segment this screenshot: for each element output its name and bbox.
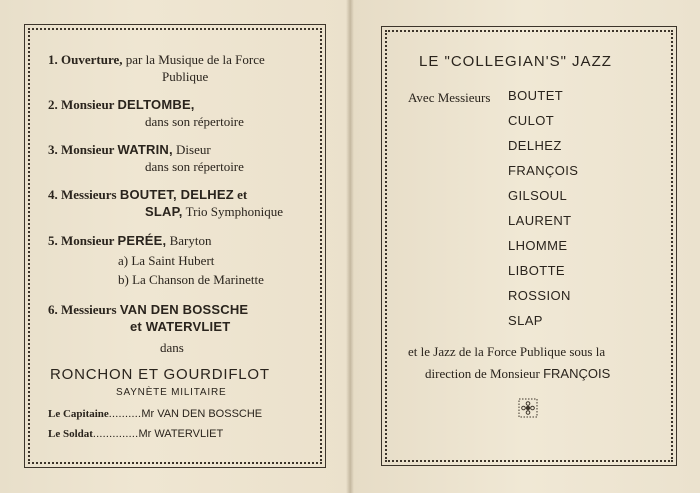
item-prefix: Messieurs — [61, 187, 120, 202]
performer-name: DELTOMBE, — [117, 97, 195, 112]
performer-name: PERÉE, — [117, 233, 167, 248]
conductor-name: FRANÇOIS — [543, 366, 611, 381]
item-text: Diseur — [172, 142, 211, 157]
item-2-line2: dans son répertoire — [145, 114, 244, 129]
item-4-line2 — [145, 204, 283, 220]
program-item-2 — [48, 96, 195, 113]
item-number: 4. — [48, 187, 58, 202]
item-number: 1. — [48, 52, 58, 67]
musician-name: SLAP — [508, 313, 543, 328]
item-prefix: Monsieur — [61, 233, 118, 248]
item-5-sub-b: b) La Chanson de Marinette — [118, 272, 264, 287]
item-prefix: Monsieur — [61, 97, 118, 112]
item-number: 6. — [48, 302, 58, 317]
musician-name: ROSSION — [508, 288, 571, 303]
program-item-5 — [48, 232, 212, 249]
cast-leader-dots: .............. — [92, 428, 139, 440]
item-3-line2: dans son répertoire — [145, 159, 244, 174]
closing-line-2 — [425, 366, 610, 382]
item-1-line2: Publique — [162, 69, 209, 84]
musician-name: LIBOTTE — [508, 263, 565, 278]
musician-name: LHOMME — [508, 238, 568, 253]
performer-name: BOUTET, DELHEZ — [119, 187, 234, 202]
item-6-line3: dans — [160, 340, 184, 355]
play-subtitle: SAYNÈTE MILITAIRE — [116, 387, 227, 398]
musician-name: FRANÇOIS — [508, 163, 579, 178]
item-prefix: Monsieur — [61, 142, 118, 157]
program-item-6 — [48, 301, 248, 318]
flower-ornament-icon — [518, 398, 538, 418]
cast-row-captain — [48, 408, 262, 420]
musician-name: LAURENT — [508, 213, 572, 228]
item-text: par la Musique de la Force — [122, 52, 265, 67]
closing-line-1: et le Jazz de la Force Publique sous la — [408, 344, 606, 359]
play-title: RONCHON ET GOURDIFLOT — [50, 366, 270, 383]
program-item-1 — [48, 51, 265, 68]
musician-name: CULOT — [508, 113, 555, 128]
closing-text: direction de Monsieur — [425, 366, 544, 381]
item-text: Trio Symphonique — [182, 204, 284, 219]
item-number: 3. — [48, 142, 58, 157]
cast-actor: Mr VAN DEN BOSSCHE — [141, 408, 263, 420]
item-text: et — [233, 187, 248, 202]
program-item-4 — [48, 186, 247, 203]
item-number: 5. — [48, 233, 58, 248]
performer-name: SLAP, — [145, 204, 183, 219]
page-fold — [346, 0, 354, 493]
item-text: Baryton — [166, 233, 212, 248]
musician-name: DELHEZ — [508, 138, 562, 153]
intro-text: Avec Messieurs — [408, 90, 491, 105]
performer-name: WATRIN, — [117, 142, 173, 157]
cast-role: Le Capitaine — [48, 408, 109, 420]
item-5-sub-a: a) La Saint Hubert — [118, 253, 215, 268]
item-prefix: Messieurs — [61, 302, 120, 317]
cast-role: Le Soldat — [48, 428, 93, 440]
musician-name: GILSOUL — [508, 188, 568, 203]
program-item-3 — [48, 141, 211, 158]
cast-leader-dots: .......... — [108, 408, 142, 420]
item-number: 2. — [48, 97, 58, 112]
cast-actor: Mr WATERVLIET — [138, 428, 224, 440]
cast-row-soldat — [48, 428, 223, 440]
jazz-title: LE "COLLEGIAN'S" JAZZ — [419, 53, 612, 70]
item-title: Ouverture, — [61, 52, 123, 67]
performer-name: VAN DEN BOSSCHE — [119, 302, 249, 317]
musician-name: BOUTET — [508, 88, 564, 103]
item-6-line2: et WATERVLIET — [130, 319, 231, 334]
